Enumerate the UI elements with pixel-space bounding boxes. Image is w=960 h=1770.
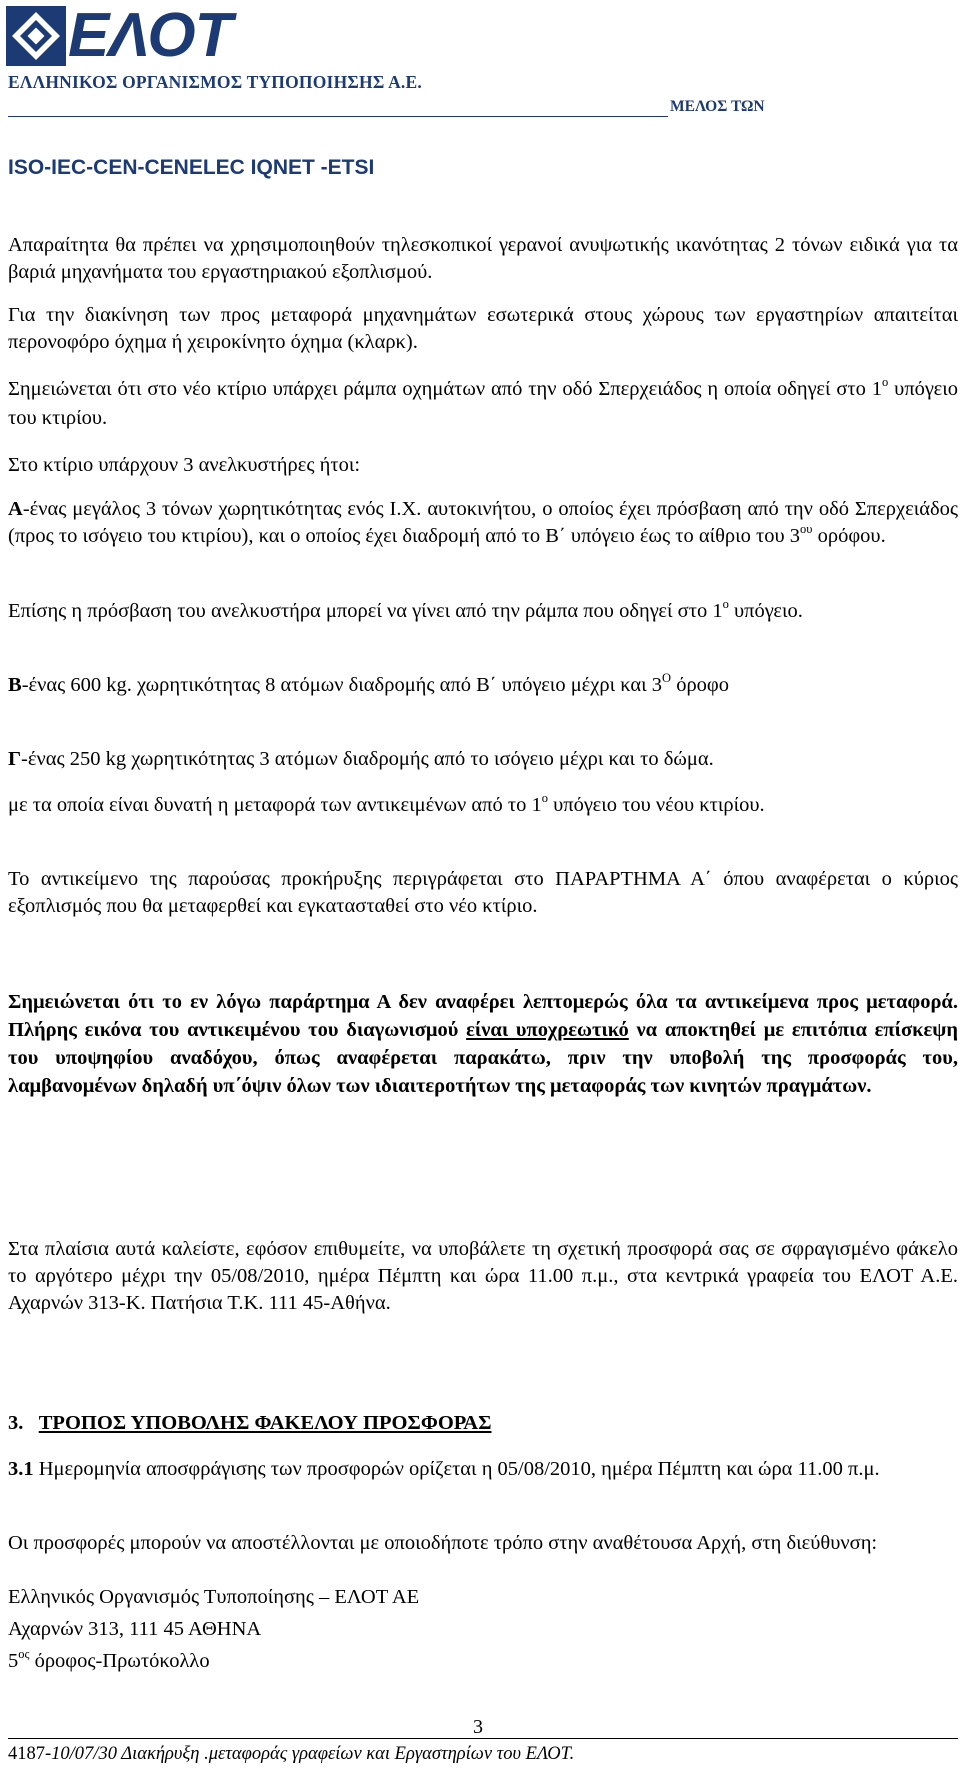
footer-text: 4187-10/07/30 Διακήρυξη .μεταφοράς γραφείων και Εργαστηρίων του ΕΛΟΤ. (8, 1744, 575, 1764)
paragraph-elevator-transport: με τα οποία είναι δυνατή η μεταφορά των αντικειμένων από το $1^o$ υπόγειο του νέου κτιρίου. (8, 791, 765, 816)
address-line-3: $5^{o\varsigma}$ όροφος-Πρωτόκολλο (8, 1647, 210, 1672)
footer-divider (8, 1738, 958, 1739)
logo-diamond-icon (6, 6, 66, 66)
paragraph-annex: Το αντικείμενο της παρούσας προκήρυξης περιγράφεται στο ΠΑΡΑΡΤΗΜΑ Α΄ όπου αναφέρεται ο κύριος εξοπλισμός που θα μεταφερθεί και εγκατασταθεί στο νέο κτίριο. (8, 868, 958, 917)
paragraph-3-1: 3.1 Ημερομηνία αποσφράγισης των προσφορών ορίζεται η 05/08/2010, ημέρα Πέμπτη και ώρα 11.00 π.μ. (8, 1458, 880, 1480)
paragraph-ramp: Σημειώνεται ότι στο νέο κτίριο υπάρχει ράμπα οχημάτων από την οδό Σπερχειάδος η οποία οδηγεί στο $1^o$ υπόγειο του κτιρίου. (8, 375, 958, 429)
member-label: ΜΕΛΟΣ ΤΩΝ (670, 98, 765, 115)
header-divider (8, 116, 668, 117)
paragraph-elevator-access: Επίσης η πρόσβαση του ανελκυστήρα μπορεί να γίνει από την ράμπα που οδηγεί στο $1^o$ υπόγειο. (8, 597, 803, 622)
paragraph-elevator-a: Α-ένας μεγάλος 3 τόνων χωρητικότητας ενός Ι.Χ. αυτοκινήτου, ο οποίος έχει πρόσβαση από την οδό Σπερχειάδος (προς το ισόγειο του κτιρίου), και ο οποίος έχει διαδρομή από το Β΄ υπόγειο έως το αίθριο του $3^{o\upsilon}$ ορόφου. (8, 498, 958, 547)
standards-line: ISO-IEC-CEN-CENELEC IQNET -ETSI (8, 156, 375, 179)
paragraph-cranes: Απαραίτητα θα πρέπει να χρησιμοποιηθούν τηλεσκοπικοί γερανοί ανυψωτικής ικανότητας 2 τόνων ειδικά για τα βαριά μηχανήματα του εργαστηριακού εξοπλισμού. (8, 234, 958, 283)
org-name: ΕΛΛΗΝΙΚΟΣ ΟΡΓΑΝΙΣΜΟΣ ΤΥΠΟΠΟΙΗΣΗΣ Α.Ε. (8, 72, 422, 92)
address-line-2: Αχαρνών 313, 111 45 ΑΘΗΝΑ (8, 1618, 262, 1640)
address-line-1: Ελληνικός Οργανισμός Τυποποίησης – ΕΛΟΤ ΑΕ (8, 1586, 420, 1608)
section-3-heading: 3. ΤΡΟΠΟΣ ΥΠΟΒΟΛΗΣ ΦΑΚΕΛΟΥ ΠΡΟΣΦΟΡΑΣ (8, 1412, 492, 1434)
page-number: 3 (473, 1716, 483, 1738)
elot-logo (6, 1, 232, 70)
paragraph-elevator-b: Β-ένας 600 kg. χωρητικότητας 8 ατόμων διαδρομής από Β΄ υπόγειο μέχρι και $3^O$ όροφο (8, 671, 730, 696)
paragraph-annex-note: Σημειώνεται ότι το εν λόγω παράρτημα Α δεν αναφέρει λεπτομερώς όλα τα αντικείμενα προς μεταφορά. Πλήρης εικόνα του αντικειμένου του διαγωνισμού είναι υποχρεωτικό να αποκτηθεί με επιτόπια επίσκεψη του υποψηφίου αναδόχου, όπως αναφέρεται παρακάτω, πριν την υποβολή της προσφοράς του, λαμβανομένων δηλαδή υπ΄όψιν όλων των ιδιαιτεροτήτων της μεταφοράς των κινητών πραγμάτων. (8, 991, 958, 1097)
paragraph-forklift: Για την διακίνηση των προς μεταφορά μηχανημάτων εσωτερικά στους χώρους των εργαστηρίων απαιτείται περονοφόρο όχημα ή χειροκίνητο όχημα (κλαρκ). (8, 304, 958, 353)
paragraph-elevators-intro: Στο κτίριο υπάρχουν 3 ανελκυστήρες ήτοι: (8, 454, 361, 476)
paragraph-elevator-c: Γ-ένας 250 kg χωρητικότητας 3 ατόμων διαδρομής από το ισόγειο μέχρι και το δώμα. (8, 748, 714, 770)
paragraph-delivery: Οι προσφορές μπορούν να αποστέλλονται με οποιοδήποτε τρόπο στην αναθέτουσα Αρχή, στη διεύθυνση: (8, 1532, 878, 1554)
logo-text: ΕΛΟΤ (68, 1, 232, 70)
paragraph-submission: Στα πλαίσια αυτά καλείστε, εφόσον επιθυμείτε, να υποβάλετε τη σχετική προσφορά σας σε σφραγισμένο φάκελο το αργότερο μέχρι την 05/08/2010, ημέρα Πέμπτη και ώρα 11.00 π.μ., στα κεντρικά γραφεία του ΕΛΟΤ Α.Ε. Αχαρνών 313-Κ. Πατήσια Τ.Κ. 111 45-Αθήνα. (8, 1238, 958, 1314)
